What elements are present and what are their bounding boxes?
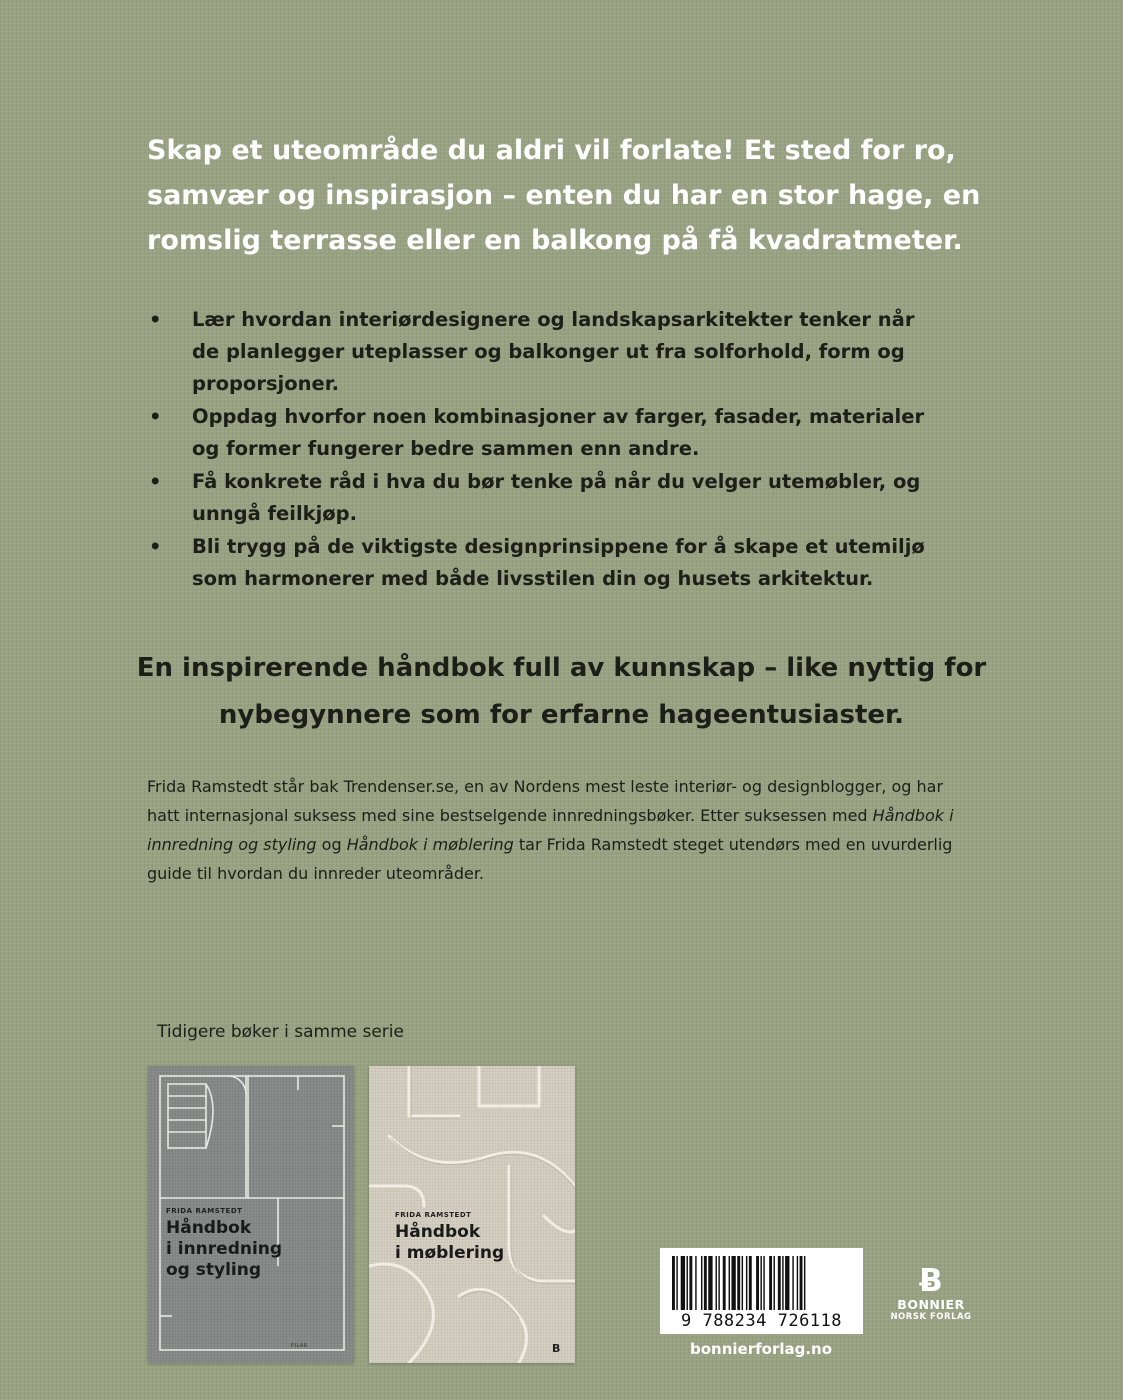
barcode-bar <box>681 1256 685 1310</box>
cover-author: FRIDA RAMSTEDT <box>395 1211 472 1219</box>
cover-title-line: og styling <box>166 1260 262 1280</box>
cover-title <box>395 1222 575 1264</box>
bio-text: og <box>316 835 347 854</box>
barcode-bar <box>763 1256 764 1310</box>
barcode-bar <box>800 1256 803 1310</box>
publisher-logo <box>882 1265 980 1323</box>
list-item: • Få konkrete råd i hva du bør tenke på når du velger utemøbler, og unngå feilkjøp. <box>147 466 947 530</box>
barcode-bar <box>742 1256 743 1310</box>
series-heading: Tidigere bøker i samme serie <box>157 1022 404 1042</box>
barcode-bar <box>672 1256 675 1310</box>
bio-book-title: Håndbok i innredning og styling <box>147 806 954 854</box>
barcode-bar <box>708 1256 712 1310</box>
barcode-bar <box>769 1256 772 1310</box>
barcode-bar <box>804 1256 805 1310</box>
barcode-bar <box>716 1256 717 1310</box>
barcode-bar <box>731 1256 735 1310</box>
cover-title-line: i møblering <box>395 1243 505 1263</box>
barcode-bar <box>718 1256 719 1310</box>
barcode-bar <box>723 1256 726 1310</box>
barcode-bar <box>756 1256 759 1310</box>
book-cover-innredning <box>148 1066 354 1363</box>
barcode-bar <box>785 1256 789 1310</box>
cover-title-line: Håndbok <box>166 1218 252 1238</box>
barcode-bar <box>749 1256 752 1310</box>
barcode-bar <box>774 1256 775 1310</box>
cover-title-line: Håndbok <box>395 1222 481 1242</box>
cover-title-line: i innredning <box>166 1239 283 1259</box>
cover-title <box>166 1218 346 1281</box>
bio-text: Frida Ramstedt står bak Trendenser.se, en av Nordens mest leste interiør- og designblogger, og har hatt internasjonal suksess med sine bestselgende innredningsbøker. Etter suksessen med <box>147 777 944 825</box>
barcode-bar <box>687 1256 688 1310</box>
barcode-bar <box>729 1256 730 1310</box>
barcode-bar <box>676 1256 677 1310</box>
feature-list <box>147 304 947 596</box>
intro-paragraph: Skap et uteområde du aldri vil forlate! Et sted for ro, samvær og inspirasjon – enten du har en stor hage, en romslig terrasse eller en balkong på få kvadratmeter. <box>147 135 981 256</box>
publisher-logo-icon: Ƀ <box>919 1263 943 1299</box>
barcode-bar <box>695 1256 696 1310</box>
tagline: En inspirerende håndbok full av kunnskap – like nyttig for nybegynnere som for erfarne hageentusiaster. <box>136 653 987 730</box>
barcode-bar <box>737 1256 740 1310</box>
isbn-number: 9 788234 726118 <box>680 1311 843 1331</box>
barcode-bar <box>704 1256 707 1310</box>
book-cover-moblering <box>369 1066 575 1363</box>
barcode-bar <box>760 1256 761 1310</box>
publisher-name: BONNIER <box>897 1297 965 1312</box>
cover-publisher: PILAR <box>291 1343 308 1349</box>
barcode-bars <box>672 1256 851 1312</box>
barcode-bar <box>746 1256 747 1310</box>
barcode-bar <box>701 1256 702 1310</box>
cover-publisher-mark: B <box>552 1342 561 1355</box>
barcode-bar <box>782 1256 783 1310</box>
barcode-bar <box>778 1256 781 1310</box>
author-bio <box>147 772 977 888</box>
list-item: • Bli trygg på de viktigste designprinsippene for å skape et utemiljø som harmonerer med både livsstilen din og husets arkitektur. <box>147 531 947 595</box>
barcode-bar <box>797 1256 798 1310</box>
bio-text: tar Frida Ramstedt steget utendørs med en uvurderlig guide til hvordan du innreder uteområder. <box>147 835 953 883</box>
publisher-name-sub: NORSK FORLAG <box>890 1312 972 1322</box>
isbn-barcode <box>660 1248 863 1334</box>
bio-book-title: Håndbok i møblering <box>346 835 514 854</box>
list-item: • Lær hvordan interiørdesignere og landskapsarkitekter tenker når de planlegger uteplasser og balkonger ut fra solforhold, form og proporsjoner. <box>147 304 947 400</box>
barcode-bar <box>689 1256 692 1310</box>
barcode-bar <box>792 1256 793 1310</box>
cover-author: FRIDA RAMSTEDT <box>166 1207 243 1215</box>
publisher-website: bonnierforlag.no <box>690 1340 833 1358</box>
list-item: • Oppdag hvorfor noen kombinasjoner av farger, fasader, materialer og former fungerer bedre sammen enn andre. <box>147 401 947 465</box>
